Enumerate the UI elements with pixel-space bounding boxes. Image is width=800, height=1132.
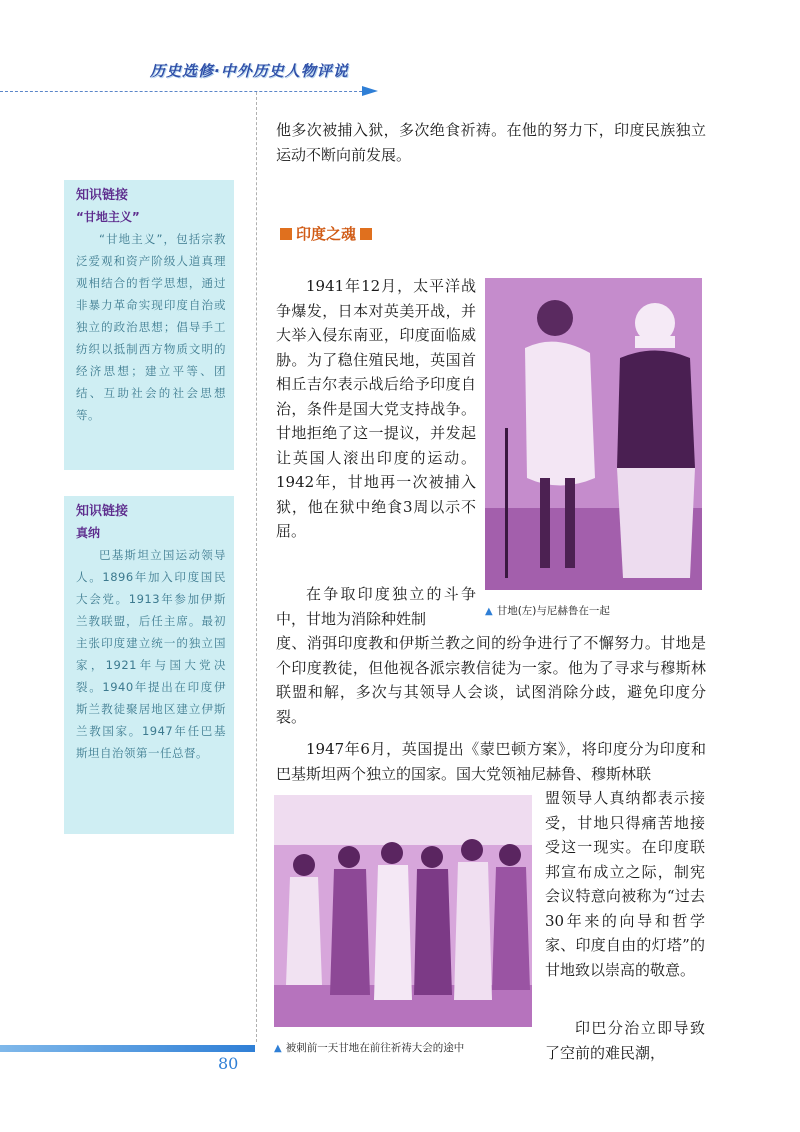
caption-text: 甘地(左)与尼赫鲁在一起 xyxy=(496,605,610,617)
intro-paragraph: 他多次被捕入狱，多次绝食祈祷。在他的努力下，印度民族独立运动不断向前发展。 xyxy=(276,121,706,164)
arrow-icon xyxy=(362,86,378,96)
section-title xyxy=(276,223,376,244)
triangle-bullet-icon: ▲ xyxy=(274,1043,282,1054)
paragraph-3-start: 1947年6月，英国提出《蒙巴顿方案》，将印度分为印度和巴基斯坦两个独立的国家。国大党领袖尼赫鲁、穆斯林联 xyxy=(276,740,706,783)
footer-bar xyxy=(0,1045,255,1052)
paragraph-2-start: 在争取印度独立的斗争中，甘地为消除种姓制 xyxy=(276,585,476,628)
photo-gandhi-and-nehru-illustration xyxy=(485,278,702,590)
knowledge-link-text: “甘地主义”，包括宗教泛爱观和资产阶级人道真理观相结合的哲学思想，通过非暴力革命实现印度自治或独立的政治思想；倡导手工纺织以抵制西方物质文明的经济思想；建立平等、团结、互助社会的社会思想等。 xyxy=(76,232,226,422)
knowledge-link-text: 巴基斯坦立国运动领导人。1896年加入印度国民大会党。1913年参加伊斯兰教联盟，后任主席。最初主张印度建立统一的独立国家，1921年与国大党决裂。1940年提出在印度伊斯兰教徒聚居地区建立伊斯兰教国家。1947年任巴基斯坦自治领第一任总督。 xyxy=(76,548,226,760)
paragraph-3-continued: 盟领导人真纳都表示接受，甘地只得痛苦地接受这一现实。在印度联邦宣布成立之际，制宪会议特意向被称为“过去30年来的向导和哲学家、印度自由的灯塔”的甘地致以崇高的敬意。 xyxy=(545,789,705,979)
photo-gandhi-group-illustration xyxy=(274,795,532,1027)
square-bullet-icon xyxy=(280,228,292,240)
paragraph-4: 印巴分治立即导致了空前的难民潮， xyxy=(545,1019,705,1062)
page-number: 80 xyxy=(218,1054,239,1073)
photo-caption xyxy=(274,1040,464,1055)
triangle-bullet-icon: ▲ xyxy=(485,606,493,617)
section-title-text: 印度之魂 xyxy=(296,225,357,243)
paragraph-1: 1941年12月，太平洋战争爆发，日本对英美开战，并大举入侵东南亚，印度面临威胁。为了稳住殖民地，英国首相丘吉尔表示战后给予印度自治，条件是国大党支持战争。甘地拒绝了这一提议，并发起让英国人滚出印度的运动。1942年，甘地再一次被捕入狱，他在狱中绝食3周以示不屈。 xyxy=(276,277,476,540)
knowledge-link-heading: 知识链接 xyxy=(76,504,129,519)
knowledge-link-heading: 知识链接 xyxy=(76,188,129,203)
knowledge-link-box-gandhism xyxy=(64,180,234,470)
paragraph-2-continued: 度、消弭印度教和伊斯兰教之间的纷争进行了不懈努力。甘地是个印度教徒，但他视各派宗教信徒为一家。他为了寻求与穆斯林联盟和解，多次与其领导人会谈，试图消除分歧，避免印度分裂。 xyxy=(276,634,706,726)
caption-text: 被刺前一天甘地在前往祈祷大会的途中 xyxy=(285,1042,465,1054)
knowledge-link-subheading: 真纳 xyxy=(76,526,101,540)
square-bullet-icon xyxy=(360,228,372,240)
knowledge-link-box-jinnah xyxy=(64,496,234,834)
header-divider xyxy=(0,91,372,92)
column-divider xyxy=(256,92,257,1042)
photo-gandhi-and-nehru xyxy=(485,278,702,590)
knowledge-link-subheading: “甘地主义” xyxy=(76,210,140,224)
book-series-title: 历史选修·中外历史人物评说 xyxy=(150,62,349,80)
photo-caption xyxy=(485,603,610,618)
photo-gandhi-before-assassination xyxy=(274,795,532,1027)
